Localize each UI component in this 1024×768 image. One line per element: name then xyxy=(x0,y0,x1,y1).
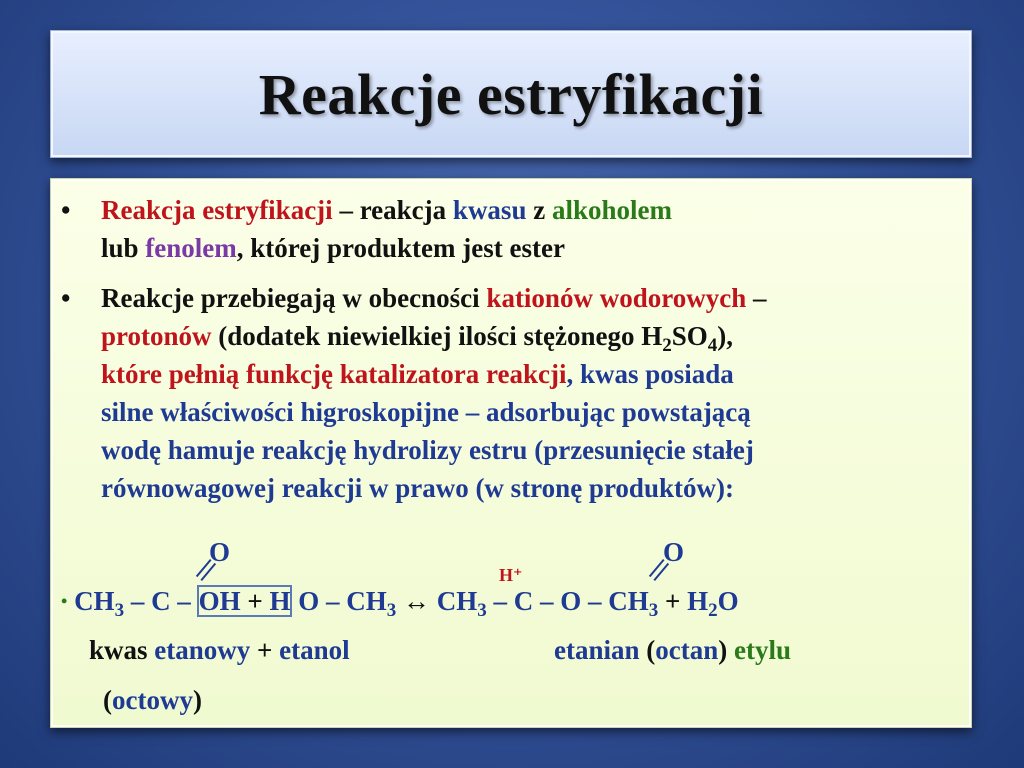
p1-z: z xyxy=(526,195,552,225)
double-bond-right xyxy=(649,559,669,581)
p2-c1: które pełnią funkcję katalizatora reakcji xyxy=(101,359,567,389)
eq-h2: H xyxy=(687,586,709,616)
name-octan: octan xyxy=(655,635,719,665)
double-bond-left xyxy=(196,559,216,581)
name-kwas: kwas xyxy=(89,635,155,665)
p2-d: silne właściwości higroskopijne – adsorbując powstającą xyxy=(101,397,751,427)
eq-plus-2: + xyxy=(658,586,688,616)
eq-h2-sub: 2 xyxy=(708,600,718,621)
p2-b3-sub: 4 xyxy=(707,335,718,356)
eq-ch3-a: CH xyxy=(74,586,115,616)
eq-oh-text: OH xyxy=(198,586,241,616)
name-octan-close: ) xyxy=(718,635,735,665)
name-etanol: etanol xyxy=(279,635,350,665)
p2-f: równowagowej reakcji w prawo (w stronę produktów): xyxy=(101,473,734,503)
eq-o-end: O xyxy=(717,586,739,616)
reactant-alt-name xyxy=(103,681,202,719)
name-octowy-open: ( xyxy=(103,685,112,715)
p1-alkoholem: alkoholem xyxy=(551,195,672,225)
p2-e: wodę hamuje reakcję hydrolizy estru (przesunięcie stałej xyxy=(101,435,754,465)
content-panel xyxy=(50,178,972,728)
name-plus: + xyxy=(250,635,280,665)
p1-text: – reakcja xyxy=(332,195,453,225)
name-octowy-close: ) xyxy=(192,685,202,715)
equation-bullet: • xyxy=(61,591,68,611)
bullet-1: • xyxy=(61,195,71,225)
p2-b3: SO xyxy=(671,321,708,351)
reaction-equation xyxy=(61,582,739,620)
eq-ch3-c-sub: 3 xyxy=(477,600,487,621)
title-bar xyxy=(50,30,972,158)
name-octan-open: ( xyxy=(639,635,656,665)
eq-dash-1: – C – xyxy=(124,586,198,616)
oxygen-left: O xyxy=(209,537,231,567)
reactant-names xyxy=(89,631,350,669)
paragraph-1 xyxy=(101,191,672,267)
paragraph-2 xyxy=(101,279,766,507)
eq-oh xyxy=(198,586,292,616)
name-etanian: etanian xyxy=(554,635,640,665)
p2-a1: Reakcje przebiegają w obecności xyxy=(101,283,487,313)
p1-kwasu: kwasu xyxy=(452,195,527,225)
eq-h: H xyxy=(269,586,291,616)
catalyst-label: H⁺ xyxy=(499,565,523,585)
eq-arrow: ↔ xyxy=(396,586,437,616)
eq-ch3-d-sub: 3 xyxy=(648,600,659,621)
eq-ch3-c: CH xyxy=(436,586,478,616)
p2-protonow: protonów xyxy=(101,321,212,351)
eq-rest: – C – O – CH xyxy=(486,586,649,616)
eq-o-ch: O – CH xyxy=(291,586,387,616)
p1-term: Reakcja estryfikacji xyxy=(101,195,333,225)
slide-title: Reakcje estryfikacji xyxy=(258,61,764,127)
p1-lub: lub xyxy=(101,233,146,263)
p1-fenolem: fenolem xyxy=(145,233,237,263)
p2-c2: , kwas posiada xyxy=(566,359,734,389)
bullet-2: • xyxy=(61,283,71,313)
p2-kationow: kationów wodorowych xyxy=(486,283,747,313)
oxygen-right: O xyxy=(663,537,685,567)
p2-b4: ), xyxy=(717,321,734,351)
p1-rest: , której produktem jest ester xyxy=(236,233,565,263)
name-octowy: octowy xyxy=(112,685,193,715)
eq-ch3-a-sub: 3 xyxy=(114,600,125,621)
p2-b2: (dodatek niewielkiej ilości stężonego H xyxy=(211,321,663,351)
product-names xyxy=(554,631,791,669)
eq-plus-1: + xyxy=(240,586,270,616)
name-etanowy: etanowy xyxy=(154,635,251,665)
name-etylu: etylu xyxy=(734,635,792,665)
eq-ch3-b-sub: 3 xyxy=(386,600,397,621)
p2-a3: – xyxy=(746,283,767,313)
p2-b2-sub: 2 xyxy=(662,335,672,356)
